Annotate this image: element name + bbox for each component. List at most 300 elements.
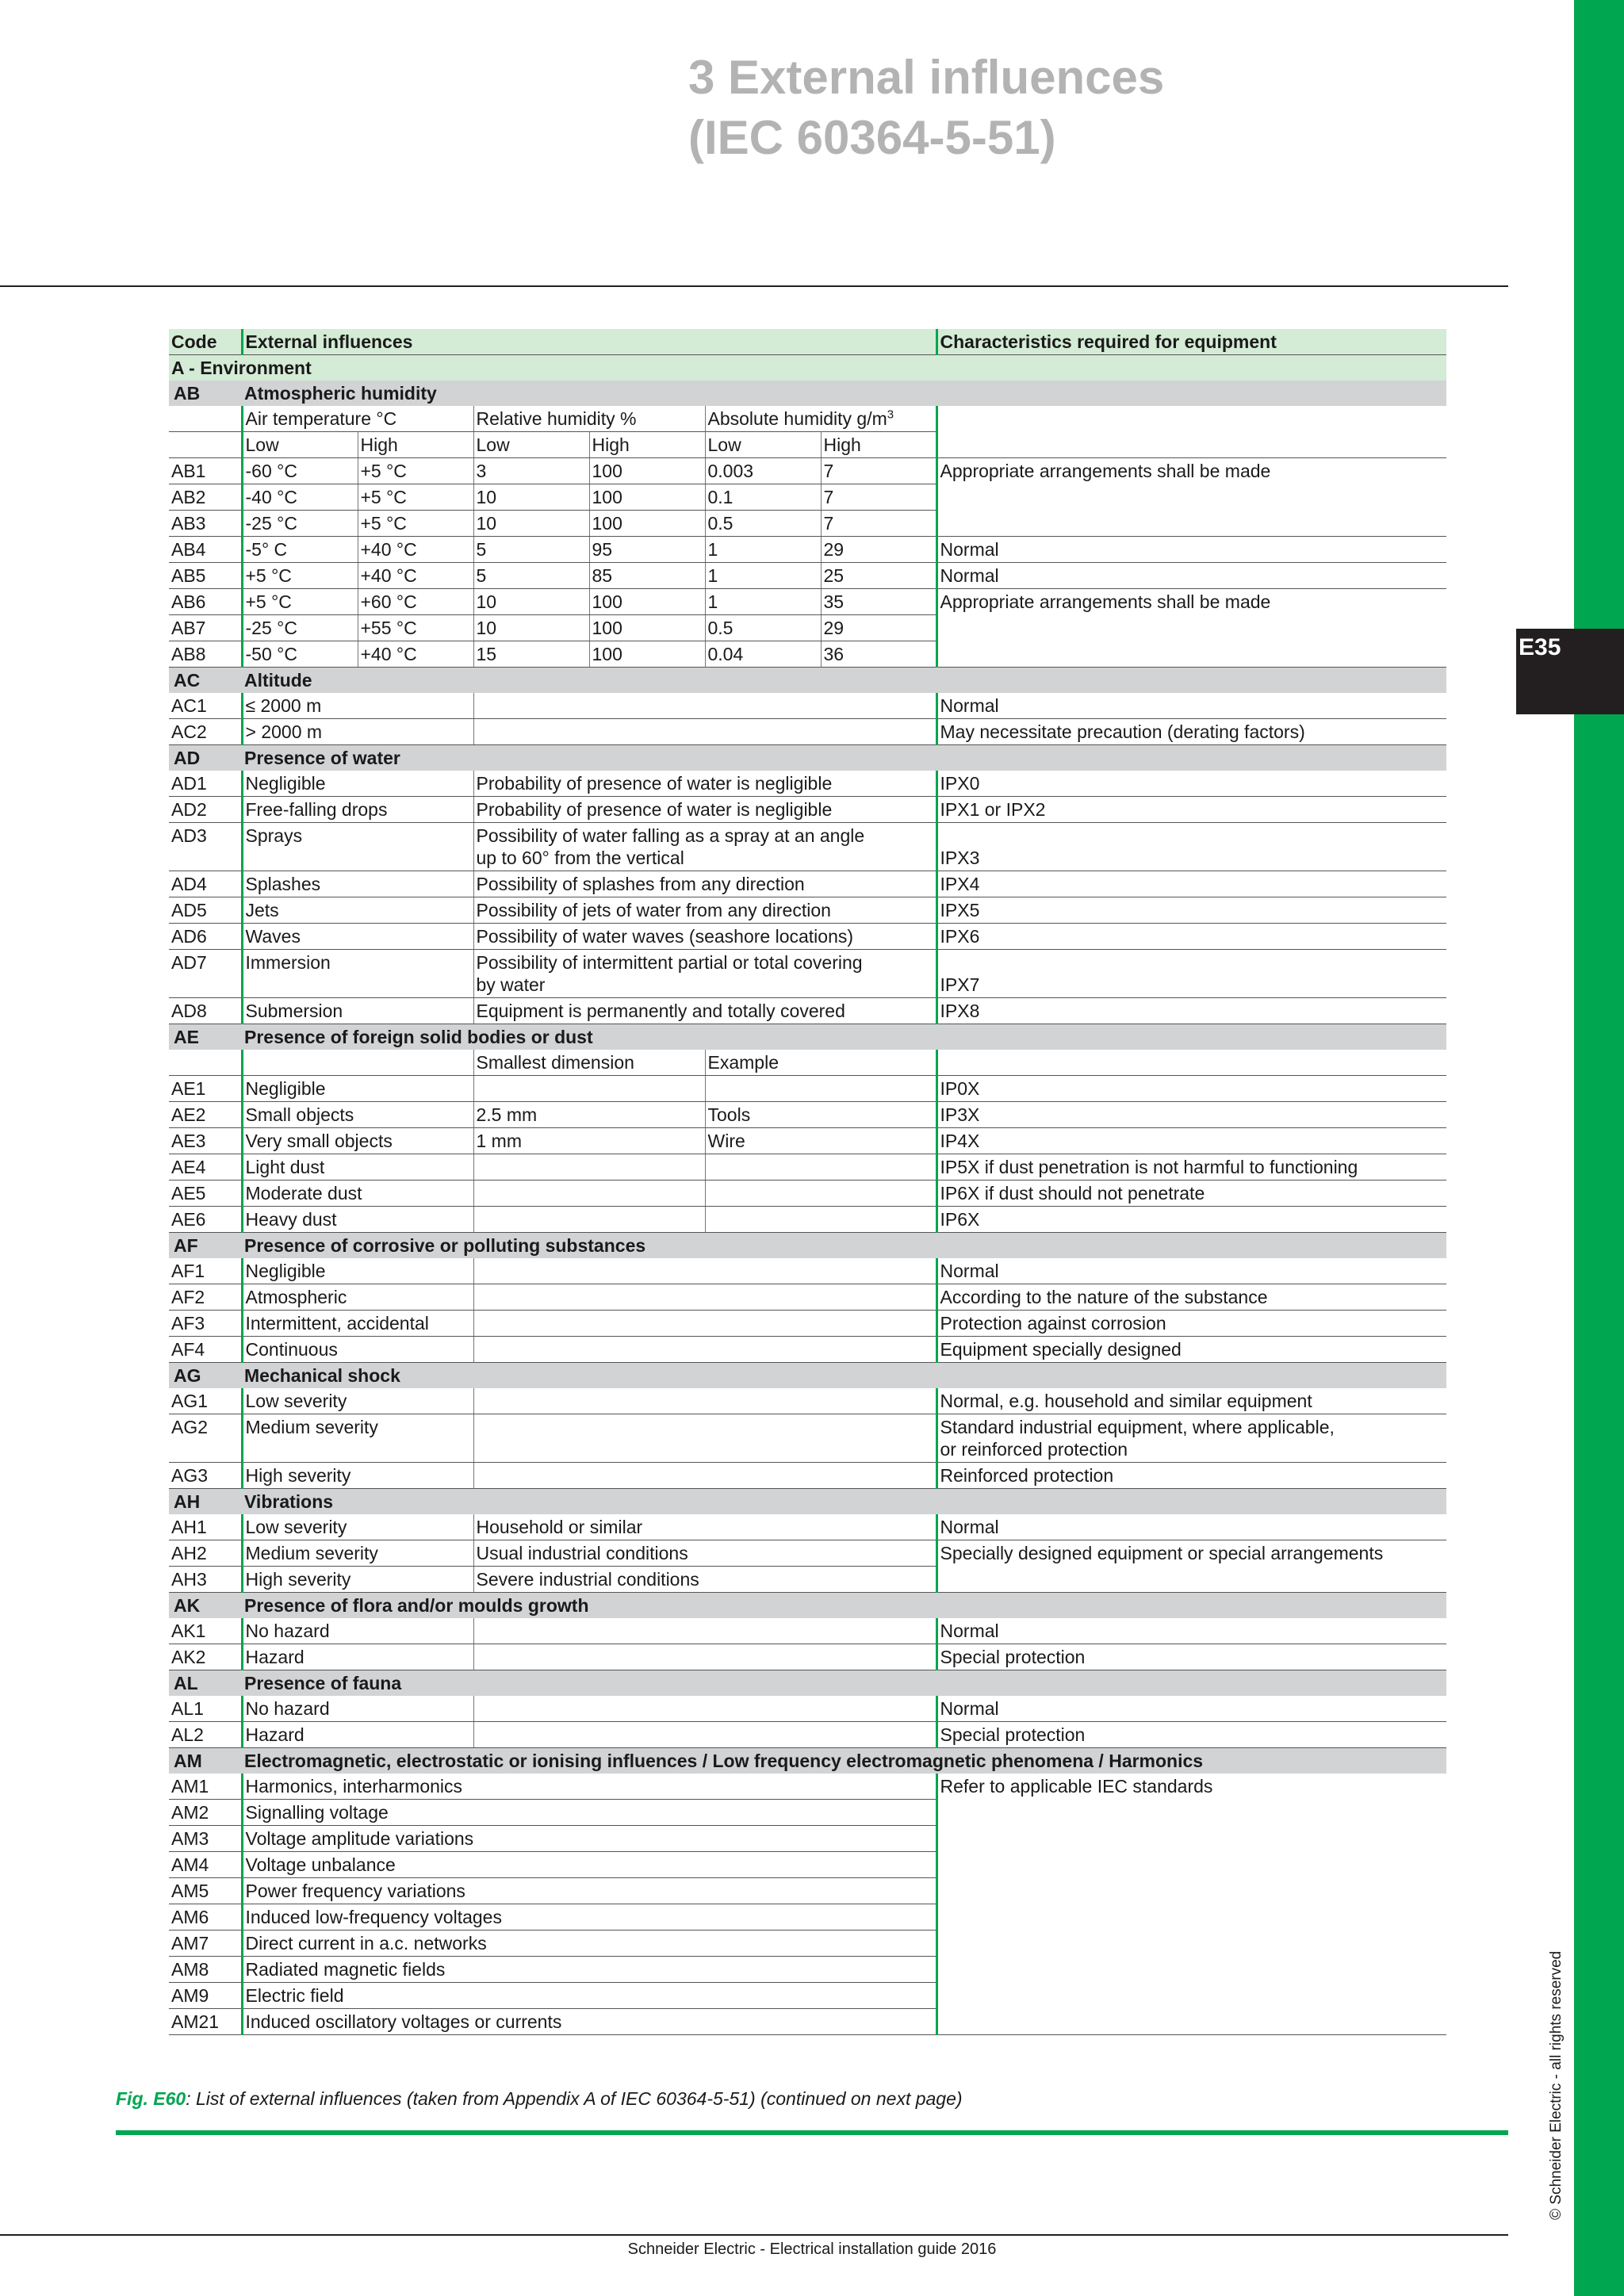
empty-cell: [242, 1050, 473, 1076]
cell: Induced oscillatory voltages or currents: [242, 2009, 936, 2035]
table-body: [169, 329, 1446, 2035]
cell: IPX1 or IPX2: [936, 797, 1446, 823]
header-code: Code: [169, 329, 242, 355]
cell: 36: [821, 641, 936, 668]
cell: According to the nature of the substance: [936, 1284, 1446, 1311]
cell: IP6X if dust should not penetrate: [936, 1181, 1446, 1207]
low-label: Low: [473, 432, 589, 458]
empty-cell: [473, 1258, 936, 1284]
cell: IPX0: [936, 771, 1446, 797]
table-row: [169, 1722, 1446, 1748]
cell: IPX8: [936, 998, 1446, 1024]
header-divider: [0, 285, 1508, 287]
cell: Example: [705, 1050, 936, 1076]
cell: 1 mm: [473, 1128, 705, 1154]
cell: -40 °C: [242, 484, 358, 511]
cell: Normal: [936, 693, 1446, 719]
cell: Smallest dimension: [473, 1050, 705, 1076]
cell: Voltage unbalance: [242, 1852, 936, 1878]
figure-number: Fig. E60: [116, 2088, 186, 2109]
cell: AD4: [169, 871, 242, 897]
table-row: [169, 484, 1446, 511]
cell: Sprays: [242, 823, 473, 871]
cell: AM3: [169, 1826, 242, 1852]
cell: AM2: [169, 1800, 242, 1826]
section-row-am: [169, 1748, 1446, 1774]
table-row: [169, 1540, 1446, 1567]
high-label: High: [358, 432, 473, 458]
table-row: [169, 998, 1446, 1024]
cell: [936, 511, 1446, 537]
cell: 10: [473, 615, 589, 641]
cell: AC2: [169, 719, 242, 745]
cell: Medium severity: [242, 1414, 473, 1463]
section-row-ae: [169, 1024, 1446, 1050]
cell: Power frequency variations: [242, 1878, 936, 1904]
cell: AM6: [169, 1904, 242, 1931]
table-row: [169, 871, 1446, 897]
table-row: [169, 615, 1446, 641]
cell: Intermittent, accidental: [242, 1311, 473, 1337]
text-line: by water: [476, 974, 546, 995]
table-row: [169, 1567, 1446, 1593]
cell: Heavy dust: [242, 1207, 473, 1233]
page-footer: Schneider Electric - Electrical installation guide 2016: [627, 2241, 997, 2258]
section-code: AK: [169, 1593, 242, 1619]
table-row: [169, 1128, 1446, 1154]
empty-cell: [473, 719, 936, 745]
empty-cell: [473, 1284, 936, 1311]
cell: High severity: [242, 1463, 473, 1489]
high-label: High: [589, 432, 705, 458]
low-label: Low: [242, 432, 358, 458]
cell: 1: [705, 589, 821, 615]
cell: Induced low-frequency voltages: [242, 1904, 936, 1931]
environment-label: A - Environment: [169, 355, 1446, 381]
title-line-2: (IEC 60364-5-51): [688, 111, 1056, 164]
cell: AH2: [169, 1540, 242, 1567]
cell: Possibility of jets of water from any direction: [473, 897, 936, 924]
cell: AG3: [169, 1463, 242, 1489]
text-line: up to 60° from the vertical: [476, 848, 684, 868]
section-title: Vibrations: [242, 1489, 1446, 1515]
cell: Moderate dust: [242, 1181, 473, 1207]
cell: 10: [473, 484, 589, 511]
cell: Normal: [936, 1696, 1446, 1722]
cell: 25: [821, 563, 936, 589]
cell: [705, 1181, 936, 1207]
cell: Normal: [936, 1258, 1446, 1284]
cell: AE2: [169, 1102, 242, 1128]
cell: Special protection: [936, 1644, 1446, 1670]
cell: 5: [473, 563, 589, 589]
cell: +5 °C: [358, 511, 473, 537]
high-label: High: [821, 432, 936, 458]
cell: Severe industrial conditions: [473, 1567, 936, 1593]
cell: AB6: [169, 589, 242, 615]
table-row: [169, 771, 1446, 797]
cell: AK1: [169, 1618, 242, 1644]
cell: AM7: [169, 1931, 242, 1957]
cell: Free-falling drops: [242, 797, 473, 823]
table-row: [169, 641, 1446, 668]
table-row: [169, 1154, 1446, 1181]
table-row: [169, 1463, 1446, 1489]
cell: Negligible: [242, 1258, 473, 1284]
cell: Negligible: [242, 1076, 473, 1102]
cell: 1: [705, 563, 821, 589]
cell: AB4: [169, 537, 242, 563]
empty-cell: [473, 1337, 936, 1363]
figure-caption: [116, 2088, 963, 2110]
empty-cell: [473, 1311, 936, 1337]
cell: IPX4: [936, 871, 1446, 897]
cell: 85: [589, 563, 705, 589]
cell: Usual industrial conditions: [473, 1540, 936, 1567]
cell: AH3: [169, 1567, 242, 1593]
table-row: [169, 1181, 1446, 1207]
section-title: Presence of foreign solid bodies or dust: [242, 1024, 1446, 1050]
cell: IP3X: [936, 1102, 1446, 1128]
footer-divider: [0, 2234, 1508, 2236]
cell: AB1: [169, 458, 242, 484]
characteristics-cell: [936, 1414, 1446, 1463]
section-code: AE: [169, 1024, 242, 1050]
table-row: [169, 719, 1446, 745]
header-characteristics: Characteristics required for equipment: [936, 329, 1446, 355]
cell: [936, 641, 1446, 668]
cell: May necessitate precaution (derating factors): [936, 719, 1446, 745]
table-row: [169, 1414, 1446, 1463]
cell: Small objects: [242, 1102, 473, 1128]
table-row: [169, 458, 1446, 484]
title-line-1: 3 External influences: [688, 51, 1165, 104]
section-code: AD: [169, 745, 242, 771]
cell: AC1: [169, 693, 242, 719]
table-row: [169, 1337, 1446, 1363]
cell: Specially designed equipment or special arrangements: [936, 1540, 1446, 1567]
cell: AM4: [169, 1852, 242, 1878]
cell: Normal: [936, 1514, 1446, 1540]
table-row: [169, 1311, 1446, 1337]
section-title: Electromagnetic, electrostatic or ionising influences / Low frequency electromagnetic phenomena / Harmonics: [242, 1748, 1446, 1774]
cell: 0.003: [705, 458, 821, 484]
cell: Submersion: [242, 998, 473, 1024]
cell: 10: [473, 511, 589, 537]
cell: +60 °C: [358, 589, 473, 615]
cell: AE1: [169, 1076, 242, 1102]
table-row: [169, 1514, 1446, 1540]
header-external-influences: External influences: [242, 329, 936, 355]
cell: Normal: [936, 1618, 1446, 1644]
section-row-ac: [169, 668, 1446, 694]
empty-cell: [169, 1050, 242, 1076]
section-row-ak: [169, 1593, 1446, 1619]
cell: AM9: [169, 1983, 242, 2009]
section-row-al: [169, 1670, 1446, 1697]
cell: [936, 1567, 1446, 1593]
cell: High severity: [242, 1567, 473, 1593]
cell: ≤ 2000 m: [242, 693, 473, 719]
cell: AM21: [169, 2009, 242, 2035]
external-influences-table: [169, 329, 1446, 2035]
cell: -60 °C: [242, 458, 358, 484]
cell: AB2: [169, 484, 242, 511]
cell: IP6X: [936, 1207, 1446, 1233]
table-row: [169, 924, 1446, 950]
cell: IP0X: [936, 1076, 1446, 1102]
cell: AD7: [169, 950, 242, 998]
cell: Immersion: [242, 950, 473, 998]
table-row: [169, 897, 1446, 924]
cell: Splashes: [242, 871, 473, 897]
table-row: [169, 563, 1446, 589]
cell: Low severity: [242, 1514, 473, 1540]
cell: AM5: [169, 1878, 242, 1904]
cell: +40 °C: [358, 563, 473, 589]
cell: 100: [589, 484, 705, 511]
cell: 0.5: [705, 615, 821, 641]
table-row: [169, 1388, 1446, 1414]
cell: AF4: [169, 1337, 242, 1363]
cell: -5° C: [242, 537, 358, 563]
cell: Equipment is permanently and totally covered: [473, 998, 936, 1024]
section-row-ag: [169, 1363, 1446, 1389]
cell: 100: [589, 589, 705, 615]
table-header-row: [169, 329, 1446, 355]
cell: Voltage amplitude variations: [242, 1826, 936, 1852]
cell: AB5: [169, 563, 242, 589]
cell: AD5: [169, 897, 242, 924]
cell: -25 °C: [242, 511, 358, 537]
section-title: Presence of flora and/or moulds growth: [242, 1593, 1446, 1619]
cell: AK2: [169, 1644, 242, 1670]
cell: 29: [821, 537, 936, 563]
cell: Medium severity: [242, 1540, 473, 1567]
cell: Electric field: [242, 1983, 936, 2009]
page-number: E35: [1519, 634, 1561, 660]
cell: AE4: [169, 1154, 242, 1181]
cell: IP4X: [936, 1128, 1446, 1154]
table-row: [169, 1258, 1446, 1284]
empty-cell: [473, 693, 936, 719]
cell: 7: [821, 484, 936, 511]
section-code: AH: [169, 1489, 242, 1515]
cell: Appropriate arrangements shall be made: [936, 589, 1446, 615]
cell: Hazard: [242, 1722, 473, 1748]
characteristics-cell: Refer to applicable IEC standards: [936, 1774, 1446, 2035]
description-cell: [473, 823, 936, 871]
description-cell: [473, 950, 936, 998]
cell: 100: [589, 458, 705, 484]
absolute-humidity-header: Absolute humidity $g/m^3$: [705, 406, 936, 432]
cell: IPX6: [936, 924, 1446, 950]
cell: Light dust: [242, 1154, 473, 1181]
section-code: AF: [169, 1233, 242, 1259]
table-row: [169, 950, 1446, 998]
side-green-bar: [1574, 0, 1624, 2296]
page-title: [688, 48, 1164, 168]
table-row: [169, 511, 1446, 537]
text-line: or reinforced protection: [940, 1439, 1128, 1460]
cell: 0.04: [705, 641, 821, 668]
cell: Signalling voltage: [242, 1800, 936, 1826]
cell: IPX5: [936, 897, 1446, 924]
empty-cell: [936, 406, 1446, 432]
cell: Reinforced protection: [936, 1463, 1446, 1489]
cell: [705, 1154, 936, 1181]
cell: Harmonics, interharmonics: [242, 1774, 936, 1800]
cell: Normal: [936, 563, 1446, 589]
cell: AL1: [169, 1696, 242, 1722]
figure-caption-text: : List of external influences (taken from Appendix A of IEC 60364-5-51) (continued on next page): [186, 2088, 963, 2109]
cell: AF2: [169, 1284, 242, 1311]
cell: [473, 1154, 705, 1181]
cell: +55 °C: [358, 615, 473, 641]
cell: No hazard: [242, 1696, 473, 1722]
cell: [473, 1207, 705, 1233]
cell: 7: [821, 511, 936, 537]
empty-cell: [473, 1644, 936, 1670]
environment-row: [169, 355, 1446, 381]
ab-lowhigh-row: [169, 432, 1446, 458]
cell: AB7: [169, 615, 242, 641]
low-label: Low: [705, 432, 821, 458]
air-temperature-header: Air temperature °C: [242, 406, 473, 432]
section-row-ad: [169, 745, 1446, 771]
cell: [936, 615, 1446, 641]
table-row: [169, 1102, 1446, 1128]
section-code: AB: [169, 381, 242, 406]
cell: Low severity: [242, 1388, 473, 1414]
cell: +5 °C: [242, 563, 358, 589]
section-code: AC: [169, 668, 242, 694]
cell: No hazard: [242, 1618, 473, 1644]
table-row: [169, 1284, 1446, 1311]
table-row: [169, 1076, 1446, 1102]
cell: +40 °C: [358, 641, 473, 668]
section-code: AL: [169, 1670, 242, 1697]
cell: 100: [589, 615, 705, 641]
cell: Very small objects: [242, 1128, 473, 1154]
cell: AF3: [169, 1311, 242, 1337]
cell: Tools: [705, 1102, 936, 1128]
table-row: [169, 1696, 1446, 1722]
cell: Special protection: [936, 1722, 1446, 1748]
cell: 3: [473, 458, 589, 484]
table-row: [169, 1050, 1446, 1076]
cell: Possibility of water waves (seashore locations): [473, 924, 936, 950]
section-code: AM: [169, 1748, 242, 1774]
figure-divider: [116, 2130, 1508, 2135]
empty-cell: [936, 432, 1446, 458]
cell: Equipment specially designed: [936, 1337, 1446, 1363]
section-title: Presence of water: [242, 745, 1446, 771]
cell: AE6: [169, 1207, 242, 1233]
cell: +5 °C: [358, 458, 473, 484]
cell: AD3: [169, 823, 242, 871]
cell: > 2000 m: [242, 719, 473, 745]
table-row: [169, 1774, 1446, 1800]
table-row: [169, 1618, 1446, 1644]
cell: Waves: [242, 924, 473, 950]
copyright-notice: © Schneider Electric - all rights reserved: [1548, 1950, 1565, 2220]
table-row: [169, 537, 1446, 563]
section-code: AG: [169, 1363, 242, 1389]
cell: Normal: [936, 537, 1446, 563]
empty-cell: [169, 406, 242, 432]
section-title: Mechanical shock: [242, 1363, 1446, 1389]
cell: 1: [705, 537, 821, 563]
empty-cell: [473, 1696, 936, 1722]
cell: AB8: [169, 641, 242, 668]
cell: [705, 1207, 936, 1233]
cell: 10: [473, 589, 589, 615]
relative-humidity-header: Relative humidity %: [473, 406, 705, 432]
cell: 29: [821, 615, 936, 641]
cell: Direct current in a.c. networks: [242, 1931, 936, 1957]
cell: 35: [821, 589, 936, 615]
cell: Normal, e.g. household and similar equipment: [936, 1388, 1446, 1414]
section-row-af: [169, 1233, 1446, 1259]
empty-cell: [169, 432, 242, 458]
cell: 15: [473, 641, 589, 668]
empty-cell: [473, 1722, 936, 1748]
cell: Jets: [242, 897, 473, 924]
cell: IP5X if dust penetration is not harmful to functioning: [936, 1154, 1446, 1181]
cell: IPX3: [936, 823, 1446, 871]
cell: +5 °C: [242, 589, 358, 615]
section-title: Altitude: [242, 668, 1446, 694]
cell: 100: [589, 641, 705, 668]
table-row: [169, 589, 1446, 615]
cell: Possibility of splashes from any direction: [473, 871, 936, 897]
cell: -25 °C: [242, 615, 358, 641]
cell: +40 °C: [358, 537, 473, 563]
cell: AL2: [169, 1722, 242, 1748]
cell: AD2: [169, 797, 242, 823]
section-title: Presence of corrosive or polluting substances: [242, 1233, 1446, 1259]
section-row-ah: [169, 1489, 1446, 1515]
cell: Negligible: [242, 771, 473, 797]
table-row: [169, 693, 1446, 719]
cell: Atmospheric: [242, 1284, 473, 1311]
section-row-ab: [169, 381, 1446, 406]
cell: AB3: [169, 511, 242, 537]
cell: +5 °C: [358, 484, 473, 511]
empty-cell: [473, 1414, 936, 1463]
cell: [473, 1076, 705, 1102]
cell: AD8: [169, 998, 242, 1024]
section-title: Atmospheric humidity: [242, 381, 1446, 406]
cell: [936, 484, 1446, 511]
section-title: Presence of fauna: [242, 1670, 1446, 1697]
text-line: Standard industrial equipment, where applicable,: [940, 1417, 1335, 1437]
table-row: [169, 1207, 1446, 1233]
table-row: [169, 1644, 1446, 1670]
text-line: Possibility of intermittent partial or total covering: [476, 952, 863, 973]
cell: 100: [589, 511, 705, 537]
text-line: Possibility of water falling as a spray at an angle: [476, 825, 865, 846]
cell: [473, 1181, 705, 1207]
empty-cell: [936, 1050, 1446, 1076]
cell: [705, 1076, 936, 1102]
cell: Household or similar: [473, 1514, 936, 1540]
cell: AG2: [169, 1414, 242, 1463]
page-number-tab: [1516, 629, 1624, 714]
cell: -50 °C: [242, 641, 358, 668]
cell: Continuous: [242, 1337, 473, 1363]
